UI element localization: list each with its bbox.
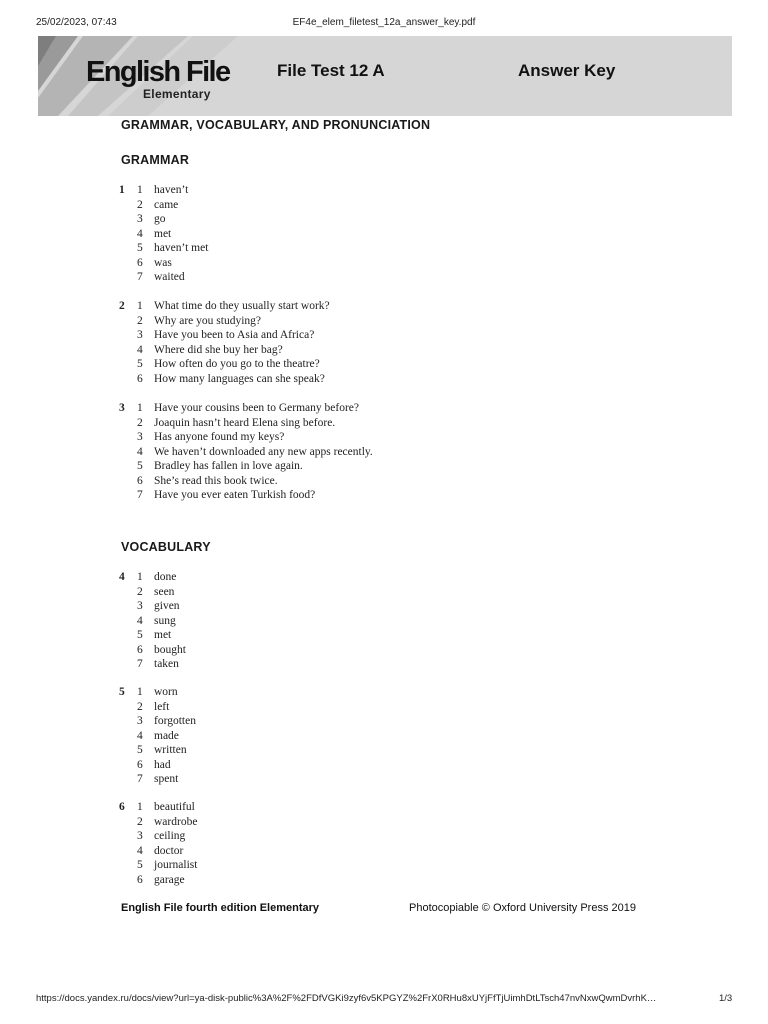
answer-number: 3 xyxy=(137,715,143,727)
answer-number: 1 xyxy=(137,184,143,196)
answer-text: made xyxy=(154,729,179,742)
logo-subtitle: Elementary xyxy=(143,87,211,101)
answer-number: 5 xyxy=(137,358,143,370)
answer-number: 1 xyxy=(137,300,143,312)
answer-text: seen xyxy=(154,585,175,598)
answer-text: Why are you studying? xyxy=(154,314,261,327)
answer-text: haven’t xyxy=(154,184,189,196)
answer-text: Has anyone found my keys? xyxy=(154,431,285,443)
answer-number: 4 xyxy=(137,227,143,240)
footer-copyright: Photocopiable © Oxford University Press 2019 xyxy=(409,902,636,914)
answer-number: 3 xyxy=(137,830,143,842)
exercise-number: 6 xyxy=(119,801,125,813)
print-filename: EF4e_elem_filetest_12a_answer_key.pdf xyxy=(292,17,476,28)
answer-key-title: Answer Key xyxy=(518,61,616,80)
answer-number: 3 xyxy=(137,431,143,443)
answer-text: Have your cousins been to Germany before? xyxy=(154,402,360,414)
answer-text: taken xyxy=(154,658,179,670)
answer-text: beautiful xyxy=(154,801,195,813)
answer-text: spent xyxy=(154,773,179,785)
print-url: https://docs.yandex.ru/docs/view?url=ya-disk-public%3A%2F%2FDfVGKi9zyf6v5KPGYZ%2FrX0RHu8xUYjFfTjUimhDtLTsch47nvNxwQwmDvrhK… xyxy=(36,993,657,1004)
answer-number: 2 xyxy=(137,585,143,598)
main-heading: GRAMMAR, VOCABULARY, AND PRONUNCIATION xyxy=(121,118,431,132)
test-title: File Test 12 A xyxy=(277,61,385,80)
print-page-number: 1/3 xyxy=(719,993,733,1004)
answer-number: 7 xyxy=(137,489,143,501)
answer-text: written xyxy=(154,744,187,756)
answer-number: 4 xyxy=(137,844,143,857)
answer-text: worn xyxy=(154,686,178,698)
answer-text: journalist xyxy=(154,859,198,871)
answer-number: 1 xyxy=(137,686,143,698)
answer-text: haven’t met xyxy=(154,242,209,254)
answer-number: 2 xyxy=(137,815,143,828)
answer-number: 3 xyxy=(137,329,143,341)
answer-text: Joaquin hasn’t heard Elena sing before. xyxy=(154,416,336,429)
answer-text: done xyxy=(154,571,177,583)
answer-number: 4 xyxy=(137,614,143,627)
answer-number: 6 xyxy=(137,873,143,886)
answer-text: forgotten xyxy=(154,715,196,727)
answer-text: left xyxy=(154,700,170,713)
answer-number: 5 xyxy=(137,242,143,254)
answer-text: wardrobe xyxy=(154,815,198,828)
section-heading-vocabulary: VOCABULARY xyxy=(121,540,211,554)
answer-number: 2 xyxy=(137,198,143,211)
exercise-number: 2 xyxy=(119,300,125,312)
answer-number: 2 xyxy=(137,314,143,327)
answer-text: met xyxy=(154,629,172,641)
answer-number: 5 xyxy=(137,859,143,871)
answer-text: How often do you go to the theatre? xyxy=(154,358,320,370)
answer-number: 1 xyxy=(137,801,143,813)
answer-text: met xyxy=(154,227,172,240)
answer-text: What time do they usually start work? xyxy=(154,300,330,312)
answer-number: 7 xyxy=(137,658,143,670)
answer-number: 4 xyxy=(137,729,143,742)
answer-text: Have you been to Asia and Africa? xyxy=(154,329,315,341)
answer-number: 4 xyxy=(137,445,143,458)
answer-number: 6 xyxy=(137,474,143,487)
answer-text: Where did she buy her bag? xyxy=(154,343,283,356)
print-header xyxy=(0,17,768,31)
answer-text: was xyxy=(154,256,172,269)
answer-number: 4 xyxy=(137,343,143,356)
answer-number: 6 xyxy=(137,256,143,269)
answer-text: came xyxy=(154,198,179,211)
answer-number: 3 xyxy=(137,600,143,612)
answer-number: 2 xyxy=(137,700,143,713)
answer-text: She’s read this book twice. xyxy=(154,474,278,487)
exercise-number: 5 xyxy=(119,686,125,698)
answer-number: 7 xyxy=(137,773,143,785)
exercise-number: 3 xyxy=(119,402,125,414)
answer-number: 1 xyxy=(137,571,143,583)
footer-edition: English File fourth edition Elementary xyxy=(121,902,320,914)
title-banner xyxy=(38,36,732,116)
answer-number: 6 xyxy=(137,643,143,656)
exercise-number: 1 xyxy=(119,184,125,196)
print-datetime: 25/02/2023, 07:43 xyxy=(36,17,117,28)
answer-number: 5 xyxy=(137,629,143,641)
answer-text: go xyxy=(154,213,166,225)
answer-number: 2 xyxy=(137,416,143,429)
answer-text: Have you ever eaten Turkish food? xyxy=(154,489,316,501)
answer-number: 3 xyxy=(137,213,143,225)
answer-number: 7 xyxy=(137,271,143,283)
answer-number: 6 xyxy=(137,372,143,385)
answer-number: 6 xyxy=(137,758,143,771)
answer-text: ceiling xyxy=(154,830,186,842)
answer-text: waited xyxy=(154,271,185,283)
answer-number: 5 xyxy=(137,744,143,756)
answer-text: sung xyxy=(154,614,176,627)
answer-text: bought xyxy=(154,643,186,656)
answer-text: given xyxy=(154,600,180,612)
answer-text: doctor xyxy=(154,844,184,857)
answer-number: 5 xyxy=(137,460,143,472)
answer-text: How many languages can she speak? xyxy=(154,372,325,385)
answer-text: Bradley has fallen in love again. xyxy=(154,460,303,472)
answer-number: 1 xyxy=(137,402,143,414)
answer-text: had xyxy=(154,758,171,771)
answer-text: We haven’t downloaded any new apps recently. xyxy=(154,445,373,458)
section-heading-grammar: GRAMMAR xyxy=(121,153,190,167)
answer-text: garage xyxy=(154,873,185,886)
english-file-logo: English File xyxy=(86,56,230,88)
exercise-number: 4 xyxy=(119,571,125,583)
